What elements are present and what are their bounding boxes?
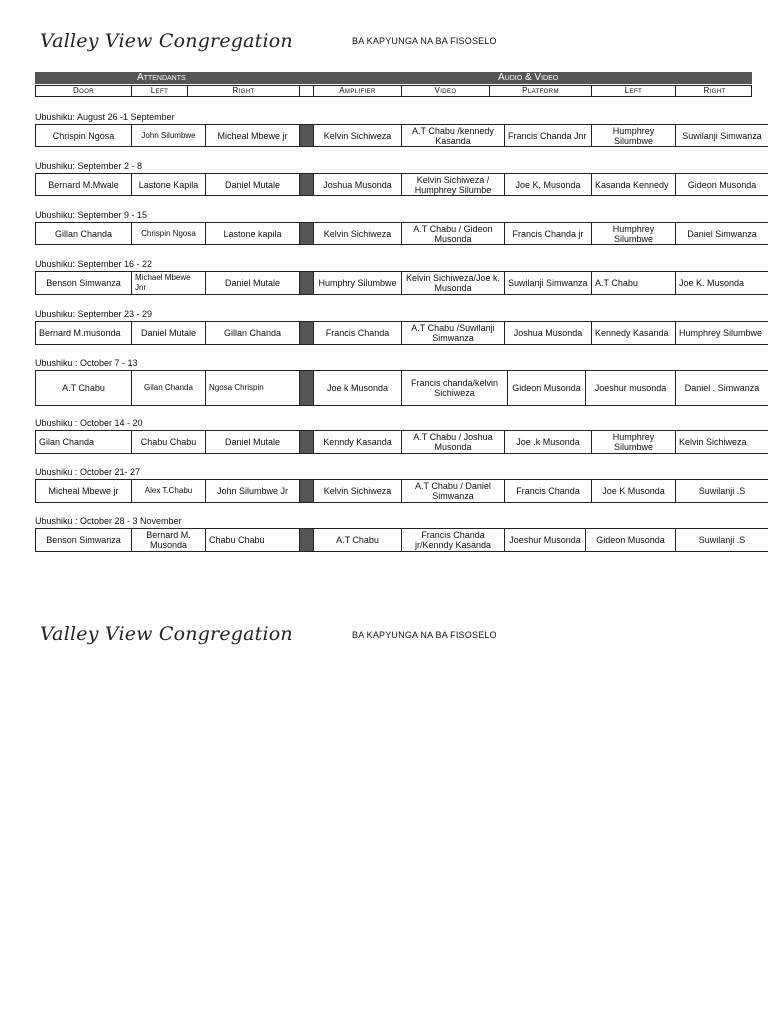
cell-left: Chrispin Ngosa (132, 223, 206, 244)
group-attendants: Attendants (137, 72, 186, 83)
table-row (35, 528, 768, 552)
cell-amplifier: Humphry Silumbwe (314, 272, 402, 294)
cell-av-left: Gideon Musonda (586, 529, 676, 551)
cell-right: Gillan Chanda (206, 322, 300, 344)
col-attendant-left: Left (132, 86, 188, 96)
table-row (35, 430, 768, 454)
cell-av-right: Daniel . Simwanza (676, 371, 768, 405)
table-row (35, 271, 768, 295)
table-row (35, 370, 768, 406)
cell-amplifier: Kelvin Sichiweza (314, 125, 402, 146)
cell-video: A.T Chabu /Suwilanji Simwanza (402, 322, 505, 344)
cell-av-left: Humphrey Silumbwe (592, 431, 676, 453)
congregation-title: Valley View Congregation (40, 623, 293, 645)
cell-door: A.T Chabu (36, 371, 132, 405)
cell-door: Micheal Mbewe jr (36, 480, 132, 502)
cell-av-right: Gideon Musonda (676, 174, 768, 195)
week-label: Ubushiku : October 14 - 20 (35, 418, 143, 428)
cell-platform: Joshua Musonda (505, 322, 592, 344)
cell-av-right: Joe K. Musonda (676, 272, 768, 294)
col-platform: Platform (490, 86, 592, 96)
cell-door: Gilan Chanda (36, 431, 132, 453)
cell-video: A.T Chabu / Joshua Musonda (402, 431, 505, 453)
cell-av-right: Suwilanji Simwanza (676, 125, 768, 146)
cell-left: Bernard M. Musonda (132, 529, 206, 551)
cell-right: Daniel Mutale (206, 431, 300, 453)
cell-video: Francis Chanda jr/Kenndy Kasanda (402, 529, 505, 551)
col-av-right: Right (703, 86, 726, 95)
cell-av-left: Kasanda Kennedy (592, 174, 676, 195)
cell-door: Bernard M.Mwale (36, 174, 132, 195)
cell-door: Gillan Chanda (36, 223, 132, 244)
cell-right: Lastone kapila (206, 223, 300, 244)
cell-video: A.T Chabu / Gideon Musonda (402, 223, 505, 244)
cell-left: Daniel Mutale (132, 322, 206, 344)
cell-platform: Gideon Musonda (508, 371, 586, 405)
cell-door: Benson Simwanza (36, 529, 132, 551)
row-divider (300, 529, 314, 551)
cell-right: Chabu Chabu (206, 529, 300, 551)
document-subtitle: BA KAPYUNGA NA BA FISOSELO (352, 630, 497, 640)
cell-amplifier: Francis Chanda (314, 322, 402, 344)
row-divider (300, 431, 314, 453)
cell-video: Francis chanda/kelvin Sichiweza (402, 371, 508, 405)
week-label: Ubushiku: September 23 - 29 (35, 309, 153, 319)
cell-right: John Silumbwe Jr (206, 480, 300, 502)
cell-amplifier: Joshua Musonda (314, 174, 402, 195)
group-audio-video: Audio & Video (498, 72, 559, 83)
table-row (35, 222, 768, 245)
cell-door: Benson Simwanza (36, 272, 132, 294)
week-label: Ubushiku: September 9 - 15 (35, 210, 148, 220)
row-divider (300, 480, 314, 502)
week-label: Ubushiku : October 28 - 3 November (35, 516, 182, 526)
table-group-header (35, 72, 752, 84)
row-divider (300, 174, 314, 195)
cell-platform: Joeshur Musonda (505, 529, 586, 551)
cell-amplifier: Kelvin Sichiweza (314, 223, 402, 244)
row-divider (300, 322, 314, 344)
cell-video: Kelvin Sichiweza/Joe k. Musonda (402, 272, 505, 294)
table-row (35, 173, 768, 196)
cell-right: Micheal Mbewe jr (206, 125, 300, 146)
cell-left: John Silumbwe (132, 125, 206, 146)
week-label: Ubushiku: September 16 - 22 (35, 259, 153, 269)
cell-right: Ngosa Chrispin (206, 371, 300, 405)
col-video: Video (402, 86, 490, 96)
row-divider (300, 371, 314, 405)
cell-amplifier: Joe k Musonda (314, 371, 402, 405)
cell-av-right: Humphrey Silumbwe (676, 322, 768, 344)
col-divider (300, 86, 314, 96)
cell-platform: Francis Chanda Jnr (505, 125, 592, 146)
cell-av-right: Suwilanji .S (676, 480, 768, 502)
table-row (35, 479, 768, 503)
cell-amplifier: Kelvin Sichiweza (314, 480, 402, 502)
cell-av-right: Kelvin Sichiweza (676, 431, 768, 453)
cell-av-right: Daniel Simwanza (676, 223, 768, 244)
week-label: Ubushiku : October 21- 27 (35, 467, 141, 477)
cell-left: Michael Mbewe Jnr (132, 272, 206, 294)
col-av-left: Left (592, 86, 676, 96)
cell-av-right: Suwilanji .S (676, 529, 768, 551)
week-label: Ubushiku : October 7 - 13 (35, 358, 138, 368)
cell-av-left: Humphrey Silumbwe (592, 125, 676, 146)
cell-av-left: Joeshur musonda (586, 371, 676, 405)
cell-door: Chrispin Ngosa (36, 125, 132, 146)
col-amplifier: Amplifier (314, 86, 402, 96)
col-attendant-right: Right (188, 86, 300, 96)
cell-video: Kelvin Sichiweza / Humphrey Silumbe (402, 174, 505, 195)
cell-left: Gilan Chanda (132, 371, 206, 405)
cell-video: A.T Chabu /kennedy Kasanda (402, 125, 505, 146)
row-divider (300, 272, 314, 294)
row-divider (300, 223, 314, 244)
cell-platform: Francis Chanda jr (505, 223, 592, 244)
cell-platform: Suwilanji Simwanza (505, 272, 592, 294)
cell-left: Alex T.Chabu (132, 480, 206, 502)
cell-right: Daniel Mutale (206, 272, 300, 294)
document-subtitle: BA KAPYUNGA NA BA FISOSELO (352, 36, 497, 46)
cell-av-left: Humphrey Silumbwe (592, 223, 676, 244)
week-label: Ubushiku: August 26 -1 September (35, 112, 175, 122)
cell-platform: Joe .k Musonda (505, 431, 592, 453)
cell-left: Lastone Kapila (132, 174, 206, 195)
cell-door: Bernard M.musonda (36, 322, 132, 344)
table-row (35, 321, 768, 345)
cell-av-left: Joe K Musonda (592, 480, 676, 502)
cell-left: Chabu Chabu (132, 431, 206, 453)
cell-video: A.T Chabu / Daniel Simwanza (402, 480, 505, 502)
cell-amplifier: Kenndy Kasanda (314, 431, 402, 453)
table-column-header (35, 85, 752, 97)
cell-av-left: A.T Chabu (592, 272, 676, 294)
row-divider (300, 125, 314, 146)
week-label: Ubushiku: September 2 - 8 (35, 161, 143, 171)
congregation-title: Valley View Congregation (40, 30, 293, 52)
cell-av-left: Kennedy Kasanda (592, 322, 676, 344)
cell-platform: Francis Chanda (505, 480, 592, 502)
cell-right: Daniel Mutale (206, 174, 300, 195)
col-door: Door (36, 86, 132, 96)
cell-platform: Joe K, Musonda (505, 174, 592, 195)
cell-amplifier: A.T Chabu (314, 529, 402, 551)
table-row (35, 124, 768, 147)
